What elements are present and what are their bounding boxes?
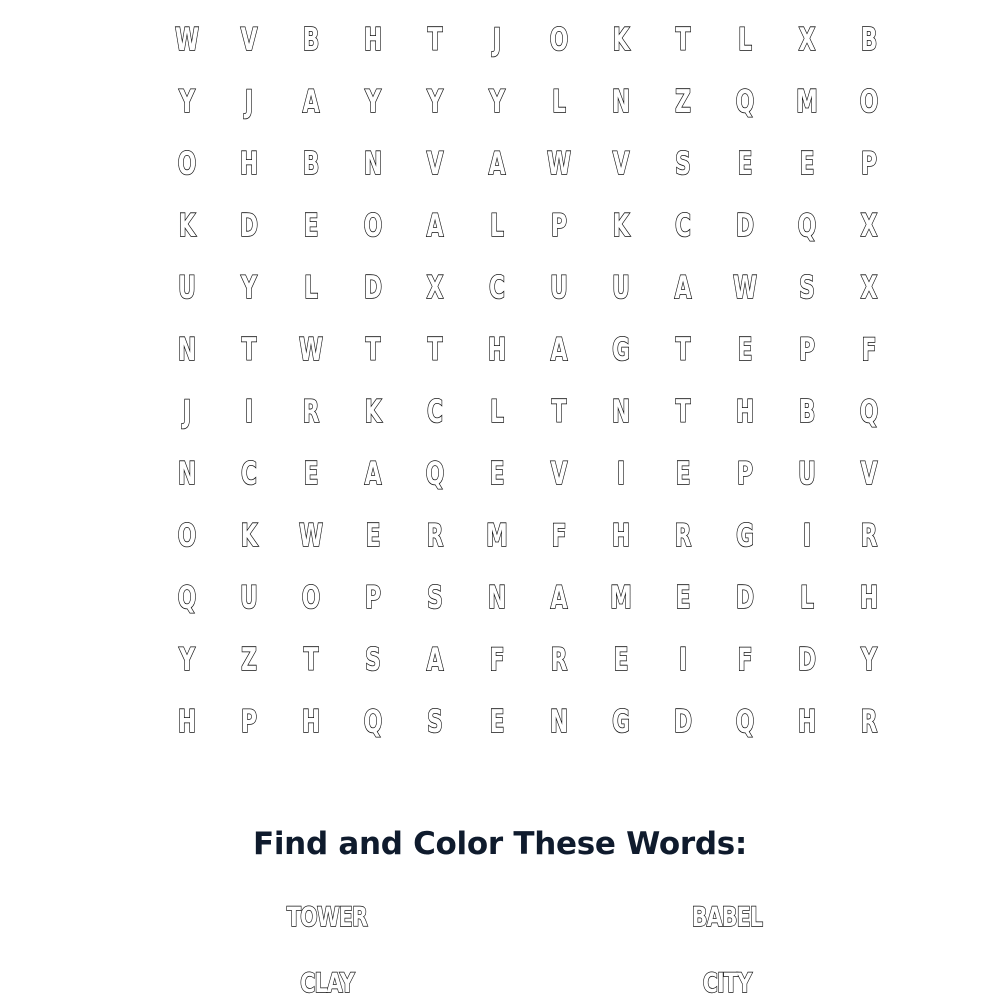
grid-letter: P (861, 145, 877, 182)
letter-grid (156, 9, 900, 753)
grid-letter: J (492, 21, 502, 58)
grid-letter: A (426, 641, 444, 678)
grid-letter: Y (427, 83, 443, 120)
grid-letter: Y (241, 269, 257, 306)
grid-letter: F (489, 641, 505, 678)
grid-letter: S (427, 579, 443, 616)
grid-letter: R (674, 517, 692, 554)
grid-letter: R (302, 393, 320, 430)
grid-letter: E (489, 703, 505, 740)
grid-letter: B (302, 145, 320, 182)
grid-letter: L (552, 83, 566, 120)
grid-letter: U (612, 269, 630, 306)
grid-letter: Y (365, 83, 381, 120)
grid-letter: A (674, 269, 692, 306)
grid-letter: D (735, 579, 755, 616)
grid-letter: H (611, 517, 631, 554)
grid-letter: E (737, 145, 753, 182)
grid-letter: R (860, 517, 878, 554)
grid-letter: N (177, 455, 197, 492)
grid-letter: Y (179, 83, 195, 120)
grid-letter: I (616, 455, 626, 492)
grid-letter: Q (363, 703, 383, 740)
word-list-item: CITY (702, 968, 752, 999)
word-list-item: BABEL (691, 902, 763, 933)
grid-letter: Q (859, 393, 879, 430)
grid-letter: A (488, 145, 506, 182)
grid-letter: E (613, 641, 629, 678)
grid-letter: A (550, 579, 568, 616)
grid-letter: G (612, 331, 630, 368)
grid-letter: V (426, 145, 444, 182)
grid-letter: H (301, 703, 321, 740)
grid-letter: N (487, 579, 507, 616)
grid-letter: R (550, 641, 568, 678)
grid-letter: T (427, 331, 443, 368)
grid-letter: V (860, 455, 878, 492)
grid-letter: H (797, 703, 817, 740)
grid-letter: I (802, 517, 812, 554)
grid-letter: H (239, 145, 259, 182)
grid-letter: Y (179, 641, 195, 678)
grid-letter: W (298, 331, 324, 368)
grid-letter: R (426, 517, 444, 554)
grid-letter: Q (735, 703, 755, 740)
grid-letter: C (675, 207, 691, 244)
grid-letter: E (675, 455, 691, 492)
grid-letter: T (551, 393, 567, 430)
grid-letter: L (490, 393, 504, 430)
grid-letter: O (177, 145, 197, 182)
grid-letter: T (303, 641, 319, 678)
grid-letter: T (365, 331, 381, 368)
grid-letter: E (737, 331, 753, 368)
grid-letter: W (546, 145, 572, 182)
grid-letter: V (550, 455, 568, 492)
grid-letter: M (486, 517, 508, 554)
grid-letter: G (736, 517, 754, 554)
grid-letter: N (363, 145, 383, 182)
grid-letter: E (303, 455, 319, 492)
grid-letter: O (363, 207, 383, 244)
grid-letter: F (737, 641, 753, 678)
grid-letter: Z (241, 641, 257, 678)
grid-letter: Y (489, 83, 505, 120)
grid-letter: A (550, 331, 568, 368)
grid-letter: O (301, 579, 321, 616)
grid-letter: T (675, 393, 691, 430)
grid-letter: M (796, 83, 818, 120)
grid-letter: X (798, 21, 816, 58)
grid-letter: S (675, 145, 691, 182)
grid-letter: N (611, 83, 631, 120)
grid-letter: D (673, 703, 693, 740)
grid-letter: W (732, 269, 758, 306)
grid-letter: B (798, 393, 816, 430)
grid-letter: M (610, 579, 632, 616)
grid-letter: U (550, 269, 568, 306)
word-list-item: TOWER (286, 902, 368, 933)
grid-letter: S (799, 269, 815, 306)
grid-letter: E (675, 579, 691, 616)
grid-letter: Q (797, 207, 817, 244)
grid-letter: T (427, 21, 443, 58)
grid-letter: H (859, 579, 879, 616)
grid-letter: I (678, 641, 688, 678)
grid-letter: H (487, 331, 507, 368)
grid-letter: U (240, 579, 258, 616)
grid-letter: K (612, 21, 630, 58)
grid-letter: L (304, 269, 318, 306)
grid-letter: B (860, 21, 878, 58)
grid-letter: G (612, 703, 630, 740)
grid-letter: N (611, 393, 631, 430)
grid-letter: B (302, 21, 320, 58)
grid-letter: C (241, 455, 257, 492)
grid-letter: I (244, 393, 254, 430)
grid-letter: K (178, 207, 196, 244)
grid-letter: F (861, 331, 877, 368)
grid-letter: O (549, 21, 569, 58)
grid-letter: A (364, 455, 382, 492)
grid-letter: N (549, 703, 569, 740)
grid-letter: U (178, 269, 196, 306)
grid-letter: X (860, 269, 878, 306)
grid-letter: W (174, 21, 200, 58)
grid-letter: P (737, 455, 753, 492)
word-list-item: CLAY (300, 968, 354, 999)
grid-letter: Q (425, 455, 445, 492)
grid-letter: Y (861, 641, 877, 678)
grid-letter: E (365, 517, 381, 554)
grid-letter: D (735, 207, 755, 244)
grid-letter: L (490, 207, 504, 244)
grid-letter: N (177, 331, 197, 368)
grid-letter: F (551, 517, 567, 554)
grid-letter: E (799, 145, 815, 182)
grid-letter: D (239, 207, 259, 244)
grid-letter: H (735, 393, 755, 430)
grid-letter: Z (675, 83, 691, 120)
grid-letter: R (860, 703, 878, 740)
grid-letter: D (363, 269, 383, 306)
grid-letter: W (298, 517, 324, 554)
grid-letter: X (860, 207, 878, 244)
grid-letter: V (612, 145, 630, 182)
grid-letter: X (426, 269, 444, 306)
grid-letter: Q (735, 83, 755, 120)
grid-letter: J (244, 83, 254, 120)
grid-letter: D (797, 641, 817, 678)
grid-letter: A (302, 83, 320, 120)
grid-letter: H (177, 703, 197, 740)
grid-letter: K (612, 207, 630, 244)
grid-letter: S (365, 641, 381, 678)
grid-letter: A (426, 207, 444, 244)
grid-letter: E (303, 207, 319, 244)
grid-letter: P (365, 579, 381, 616)
grid-letter: U (798, 455, 816, 492)
grid-letter: T (675, 21, 691, 58)
grid-letter: L (800, 579, 814, 616)
grid-letter: K (240, 517, 258, 554)
grid-letter: C (489, 269, 505, 306)
grid-letter: P (551, 207, 567, 244)
word-list-title: Find and Color These Words: (252, 826, 747, 862)
grid-letter: C (427, 393, 443, 430)
grid-letter: L (738, 21, 752, 58)
grid-letter: T (675, 331, 691, 368)
grid-letter: O (859, 83, 879, 120)
grid-letter: H (363, 21, 383, 58)
grid-letter: E (489, 455, 505, 492)
grid-letter: O (177, 517, 197, 554)
grid-letter: P (799, 331, 815, 368)
grid-letter: S (427, 703, 443, 740)
grid-letter: T (241, 331, 257, 368)
grid-letter: J (182, 393, 192, 430)
grid-letter: P (241, 703, 257, 740)
grid-letter: Q (177, 579, 197, 616)
grid-letter: V (240, 21, 258, 58)
grid-letter: K (364, 393, 382, 430)
